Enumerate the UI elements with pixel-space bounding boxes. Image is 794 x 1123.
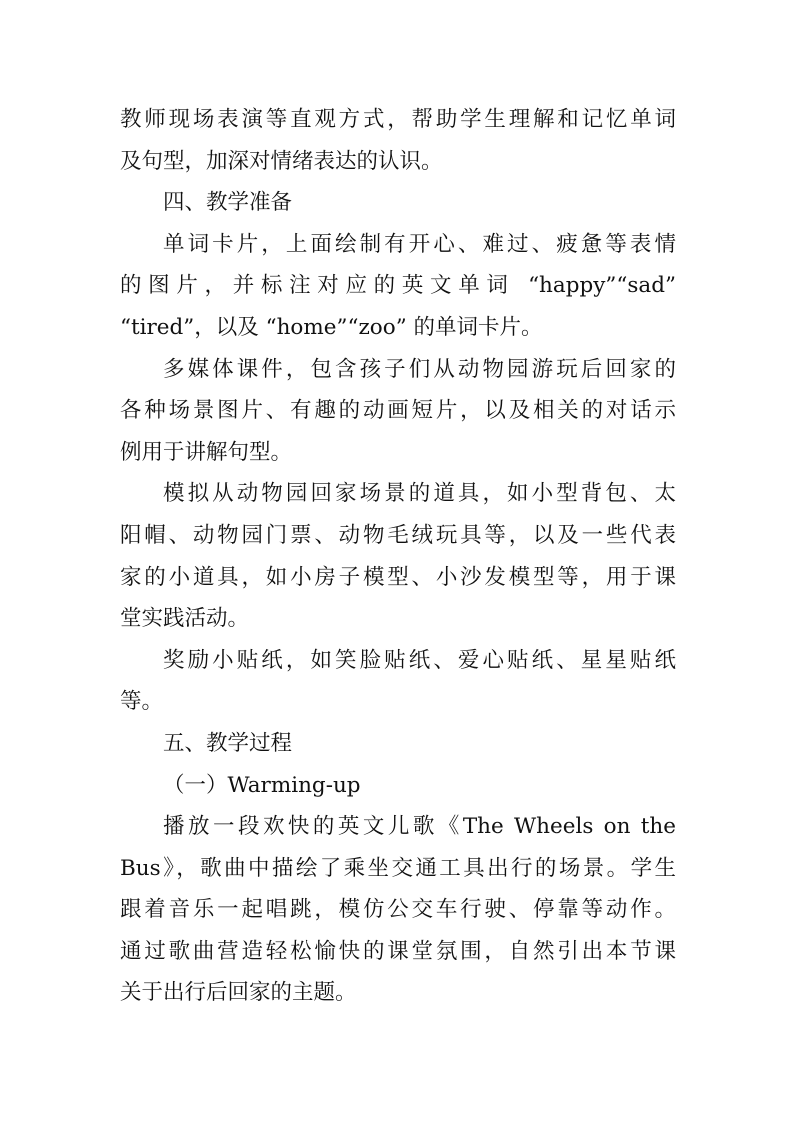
sub-heading — [120, 765, 676, 807]
body-paragraph — [120, 224, 676, 349]
text-line: 及句型，加深对情绪表达的认识。 — [120, 148, 443, 174]
body-paragraph-continued — [120, 99, 676, 182]
text-line: （一）Warming-up — [163, 772, 361, 798]
body-paragraph — [120, 473, 676, 639]
text-line: 家的小道具，如小房子模型、小沙发模型等，用于课 — [120, 564, 676, 590]
body-paragraph — [120, 640, 676, 723]
text-line: 堂实践活动。 — [120, 606, 250, 632]
text-line: Bus》，歌曲中描绘了乘坐交通工具出行的场景。学生 — [120, 855, 676, 881]
text-line: 的图片，并标注对应的英文单词 “happy”“sad” — [120, 273, 676, 299]
text-line: 单词卡片，上面绘制有开心、难过、疲惫等表情 — [163, 231, 676, 257]
text-line: 奖励小贴纸，如笑脸贴纸、爱心贴纸、星星贴纸 — [163, 647, 676, 673]
text-line: 播放一段欢快的英文儿歌《The Wheels on the — [163, 814, 676, 840]
text-line: 各种场景图片、有趣的动画短片，以及相关的对话示 — [120, 398, 676, 424]
text-line: 五、教学过程 — [163, 730, 293, 756]
body-paragraph — [120, 349, 676, 474]
text-line: 跟着音乐一起唱跳，模仿公交车行驶、停靠等动作。 — [120, 897, 676, 923]
text-line: 多媒体课件，包含孩子们从动物园游玩后回家的 — [163, 356, 676, 382]
text-line: “tired”，以及 “home”“zoo” 的单词卡片。 — [120, 314, 543, 340]
text-line: 四、教学准备 — [163, 190, 293, 216]
section-heading — [120, 723, 676, 765]
text-line: 阳帽、动物园门票、动物毛绒玩具等，以及一些代表 — [120, 522, 676, 548]
body-paragraph — [120, 806, 676, 1014]
text-line: 教师现场表演等直观方式，帮助学生理解和记忆单词 — [120, 107, 676, 132]
document-body — [120, 99, 676, 1014]
text-line: 关于出行后回家的主题。 — [120, 980, 357, 1006]
text-line: 通过歌曲营造轻松愉快的课堂氛围，自然引出本节课 — [120, 938, 676, 964]
text-line: 模拟从动物园回家场景的道具，如小型背包、太 — [163, 481, 676, 507]
text-line: 例用于讲解句型。 — [120, 439, 293, 465]
text-line: 等。 — [120, 689, 164, 715]
section-heading — [120, 182, 676, 224]
